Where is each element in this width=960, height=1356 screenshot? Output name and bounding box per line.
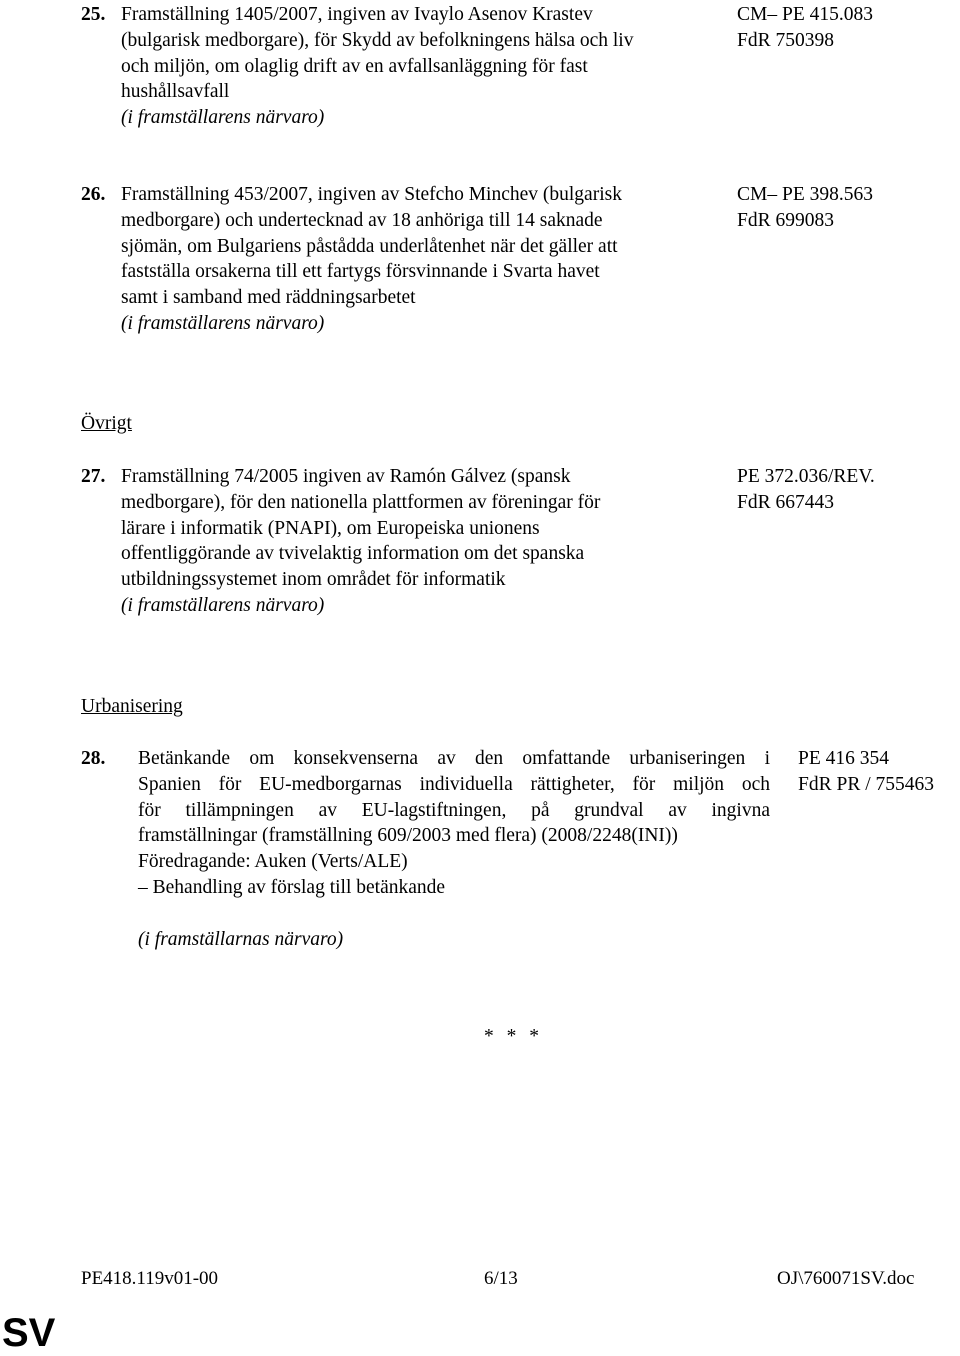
item-text-line: utbildningssystemet inom området för informatik [121, 569, 506, 591]
language-code: SV [2, 1311, 56, 1355]
presence-note: (i framställarnas närvaro) [138, 928, 344, 950]
item-text-line: Betänkande om konsekvenserna av den omfattande urbaniseringen i [138, 748, 770, 769]
item-number: 25. [81, 4, 106, 25]
item-text-line: lärare i informatik (PNAPI), om Europeiska unionens [121, 517, 540, 539]
item-text-line: – Behandling av förslag till betänkande [138, 876, 446, 898]
reference-cm: CM– PE 415.083 [737, 4, 873, 25]
item-text-line: hushållsavfall [121, 81, 230, 103]
reference-fdr: FdR PR / 755463 [798, 773, 934, 795]
item-text-line: Framställning 74/2005 ingiven av Ramón Gálvez (spansk [121, 466, 571, 487]
item-text-line: Spanien för EU-medborgarnas individuella rättigheter, för miljön och [138, 773, 770, 795]
item-text-line: för tillämpningen av EU-lagstiftningen, på grundval av ingivna [138, 799, 770, 821]
item-text-line: Föredragande: Auken (Verts/ALE) [138, 851, 408, 873]
reference-cm: CM– PE 398.563 [737, 184, 873, 205]
item-text [121, 2, 721, 131]
item-number: 27. [81, 466, 106, 487]
reference-fdr: FdR 750398 [737, 29, 834, 51]
item-text-line: framställningar (framställning 609/2003 med flera) (2008/2248(INI)) [138, 825, 678, 847]
item-text-line: och miljön, om olaglig drift av en avfallsanläggning för fast [121, 55, 588, 77]
section-heading-ovrigt: Övrigt [81, 413, 132, 434]
section-heading-urbanisering: Urbanisering [81, 696, 183, 717]
item-text [121, 182, 721, 337]
document-references [737, 2, 873, 54]
item-number: 26. [81, 184, 106, 205]
presence-note: (i framställarens närvaro) [121, 107, 325, 129]
item-text-line: sjömän, om Bulgariens påstådda underlåtenhet när det gäller att [121, 235, 618, 257]
reference-pe: PE 372.036/REV. [737, 466, 875, 487]
item-text-line: samt i samband med räddningsarbetet [121, 287, 416, 309]
document-references [798, 746, 934, 798]
item-text [121, 464, 721, 619]
reference-fdr: FdR 699083 [737, 209, 834, 231]
item-text-line: fastställa orsakerna till ett fartygs försvinnande i Svarta havet [121, 261, 600, 283]
item-text-line: medborgare) och undertecknad av 18 anhöriga till 14 saknade [121, 209, 603, 231]
section-separator: * * * [484, 1026, 543, 1047]
presence-note: (i framställarens närvaro) [121, 594, 325, 616]
footer-document-ref: PE418.119v01-00 [81, 1268, 219, 1289]
document-references [737, 464, 875, 516]
footer-file-name: OJ\760071SV.doc [777, 1268, 915, 1289]
document-references [737, 182, 873, 234]
presence-note: (i framställarens närvaro) [121, 312, 325, 334]
reference-fdr: FdR 667443 [737, 491, 834, 513]
item-text [138, 746, 770, 952]
item-text-line: offentliggörande av tvivelaktig information om det spanska [121, 543, 585, 565]
footer-page-number: 6/13 [484, 1268, 518, 1289]
item-text-line: (bulgarisk medborgare), för Skydd av befolkningens hälsa och liv [121, 29, 634, 51]
item-text-line: medborgare), för den nationella plattformen av föreningar för [121, 491, 601, 513]
reference-pe: PE 416 354 [798, 748, 890, 769]
item-text-line: Framställning 1405/2007, ingiven av Ivaylo Asenov Krastev [121, 4, 593, 25]
item-text-line: Framställning 453/2007, ingiven av Stefcho Minchev (bulgarisk [121, 184, 622, 205]
item-number: 28. [81, 748, 106, 769]
